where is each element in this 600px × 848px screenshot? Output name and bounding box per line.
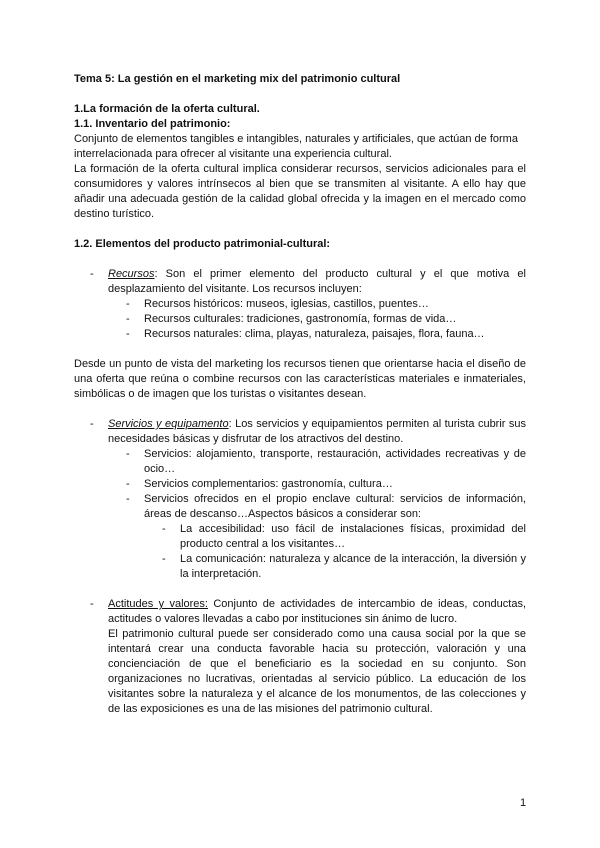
actitudes-text: Conjunto de actividades de intercambio de ideas, conductas, actitudes o valores llevadas a cabo por instituciones sin ánimo de lucro. (108, 598, 527, 625)
document-title: Tema 5: La gestión en el marketing mix del patrimonio cultural (74, 73, 401, 85)
list-item (74, 297, 526, 312)
inventory-paragraph: Conjunto de elementos tangibles e intangibles, naturales y artificiales, que actúan de forma interrelacionada para ofrecer al visitante una experiencia cultural. (74, 133, 518, 160)
dash-bullet: - (126, 298, 130, 310)
list-item (74, 327, 526, 342)
dash-bullet: - (126, 313, 130, 325)
heritage-paragraph: El patrimonio cultural puede ser considerado como una causa social por la que se intentará crear una conducta favorable hacia su protección, valoración y una concienciación de que el beneficiario es la sociedad en su conjunto. Son organizaciones no lucrativas, orientadas al servicio público. La educación de los visitantes sobre la naturaleza y el alcance de los monumentos, de las colecciones y de las exposiciones es una de las misiones del patrimonio cultural. (108, 628, 526, 715)
actitudes-label: Actitudes y valores: (108, 598, 208, 610)
list-item (74, 492, 526, 522)
list-item-text: Servicios: alojamiento, transporte, restauración, actividades recreativas y de ocio… (144, 448, 526, 475)
sub-list-item (74, 552, 526, 582)
dash-bullet: - (162, 553, 166, 565)
page-number: 1 (520, 797, 527, 809)
list-item (74, 312, 526, 327)
dash-bullet: - (90, 268, 94, 280)
servicios-label: Servicios y equipamento (108, 418, 229, 430)
dash-bullet: - (126, 478, 130, 490)
list-item-text: La comunicación: naturaleza y alcance de la interacción, la diversión y la interpretación. (180, 553, 526, 580)
section-1-2-heading: 1.2. Elementos del producto patrimonial-cultural: (74, 238, 331, 250)
dash-bullet: - (126, 448, 130, 460)
list-item-text: Recursos culturales: tradiciones, gastronomía, formas de vida… (144, 313, 457, 325)
offer-paragraph: La formación de la oferta cultural implica considerar recursos, servicios adicionales para el consumidores y valores intrínsecos al bien que se transmiten al visitante. A ello hay que añadir una adecuada gestión de la calidad global ofrecida y la imagen en el mercado como destino turístico. (74, 163, 526, 220)
list-item-text: Recursos naturales: clima, playas, naturaleza, paisajes, flora, fauna… (144, 328, 485, 340)
section-1-1-heading: 1.1. Inventario del patrimonio: (74, 118, 231, 130)
list-item (74, 447, 526, 477)
dash-bullet: - (90, 418, 94, 430)
list-item-text: Recursos históricos: museos, iglesias, castillos, puentes… (144, 298, 429, 310)
dash-bullet: - (126, 493, 130, 505)
list-item-servicios (74, 417, 526, 447)
list-item-text: La accesibilidad: uso fácil de instalaciones físicas, proximidad del producto central a los visitantes… (180, 523, 526, 550)
dash-bullet: - (126, 328, 130, 340)
dash-bullet: - (162, 523, 166, 535)
recursos-text: : Son el primer elemento del producto cultural y el que motiva el desplazamiento del visitante. Los recursos incluyen: (108, 268, 526, 295)
list-item-text: Servicios ofrecidos en el propio enclave cultural: servicios de información, áreas de descanso…Aspectos básicos a considerar son: (144, 493, 526, 520)
attitudes-list (74, 597, 526, 627)
list-item (74, 477, 526, 492)
document-page (74, 72, 526, 717)
section-1-heading: 1.La formación de la oferta cultural. (74, 103, 260, 115)
servicios-text: : Los servicios y equipamientos permiten al turista cubrir sus necesidades básicas y disfrutar de los atractivos del destino. (108, 418, 526, 445)
marketing-paragraph: Desde un punto de vista del marketing los recursos tienen que orientarse hacia el diseño de una oferta que reúna o combine recursos con las características materiales e inmateriales, simbólicas o de imagen que los turistas o visitantes desean. (74, 358, 526, 400)
services-list (74, 417, 526, 582)
recursos-label: Recursos (108, 268, 155, 280)
elements-list (74, 267, 526, 342)
list-item-actitudes (74, 597, 526, 627)
sub-list-item (74, 522, 526, 552)
list-item-text: Servicios complementarios: gastronomía, cultura… (144, 478, 393, 490)
list-item-recursos (74, 267, 526, 297)
dash-bullet: - (90, 598, 94, 610)
